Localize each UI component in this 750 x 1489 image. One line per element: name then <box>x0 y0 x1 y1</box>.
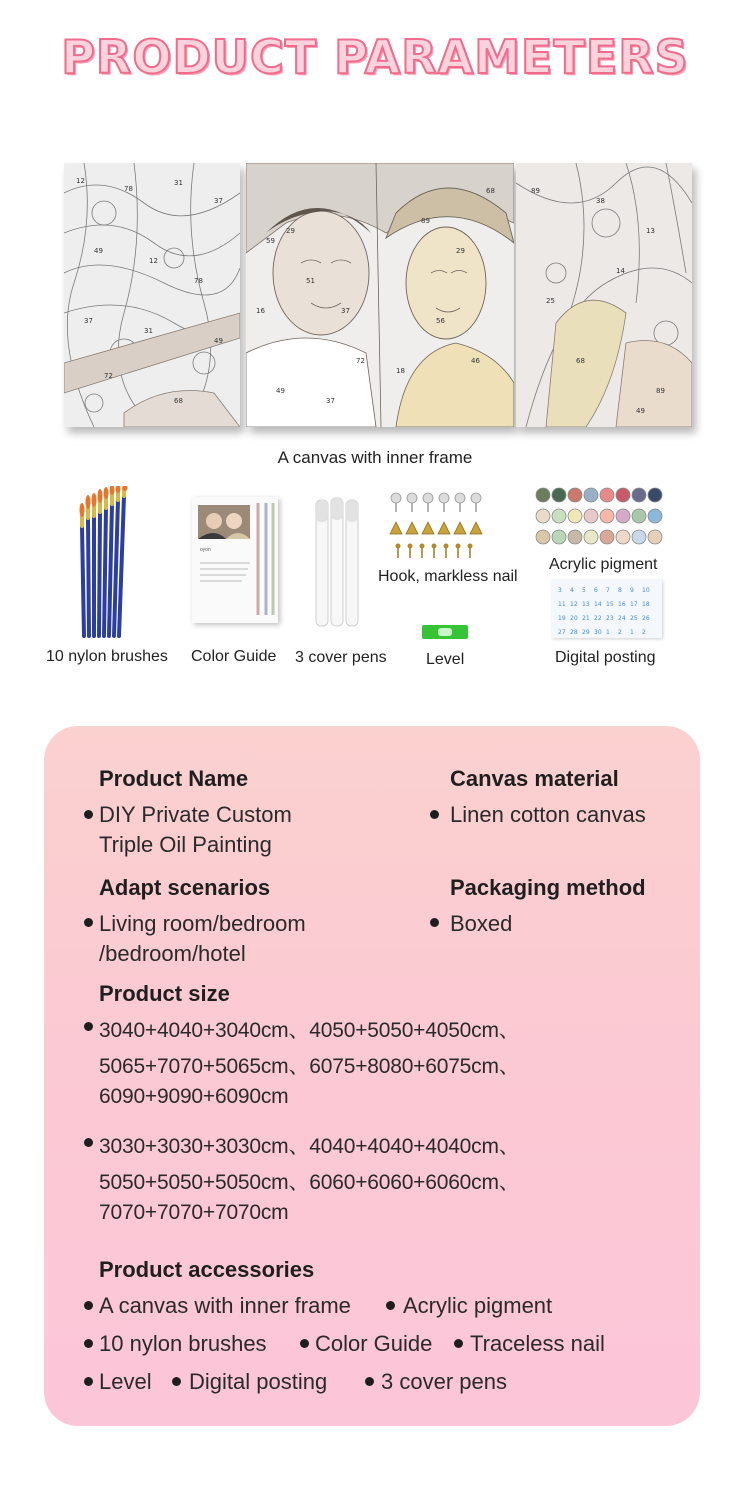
accessory-item: Level <box>99 1369 152 1394</box>
accessory-item: 3 cover pens <box>381 1369 507 1394</box>
svg-text:12: 12 <box>570 601 578 608</box>
product-name-line-2: Triple Oil Painting <box>99 832 272 857</box>
svg-text:2: 2 <box>642 629 646 636</box>
adapt-scenarios-line-1: Living room/bedroom <box>99 911 306 936</box>
svg-text:1: 1 <box>630 629 634 636</box>
bullet-dot <box>430 918 439 927</box>
svg-text:26: 26 <box>642 615 650 622</box>
svg-text:15: 15 <box>606 601 614 608</box>
svg-text:8: 8 <box>618 587 622 594</box>
svg-text:24: 24 <box>618 615 626 622</box>
svg-text:6: 6 <box>594 587 598 594</box>
size-group2-line-2: 5050+5050+5050cm、6060+6060+6060cm、 <box>99 1171 520 1194</box>
svg-text:14: 14 <box>594 601 602 608</box>
svg-text:68: 68 <box>174 397 183 405</box>
level-label: Level <box>426 651 465 668</box>
cover-pens-image <box>313 496 361 632</box>
bullet-dot <box>365 1377 374 1386</box>
level-bubble <box>438 628 452 636</box>
svg-text:oyon: oyon <box>200 547 211 553</box>
size-group1-line-1: 3040+4040+3040cm、4050+5050+4050cm、 <box>99 1019 520 1042</box>
svg-text:72: 72 <box>356 357 365 365</box>
paint-by-number-pattern-right <box>516 163 692 427</box>
hook-nail-label: Hook, markless nail <box>378 568 518 585</box>
svg-text:37: 37 <box>326 397 335 405</box>
bullet-dot <box>386 1301 395 1310</box>
bullet-dot <box>172 1377 181 1386</box>
brushes-label: 10 nylon brushes <box>46 648 168 665</box>
svg-text:16: 16 <box>618 601 626 608</box>
canvas-material-line: Linen cotton canvas <box>450 802 646 827</box>
accessory-item: 10 nylon brushes <box>99 1331 267 1356</box>
svg-text:14: 14 <box>616 267 625 275</box>
svg-text:25: 25 <box>546 297 555 305</box>
digital-posting-label: Digital posting <box>555 649 656 666</box>
bullet-dot <box>84 1138 93 1147</box>
svg-text:22: 22 <box>594 615 602 622</box>
level-image <box>422 625 468 639</box>
canvas-material-heading: Canvas material <box>450 766 619 791</box>
size-group1-line-2: 5065+7070+5065cm、6075+8080+6075cm、 <box>99 1055 520 1078</box>
bullet-dot <box>430 810 439 819</box>
paint-by-number-portrait <box>246 163 514 427</box>
svg-text:25: 25 <box>630 615 638 622</box>
svg-text:12: 12 <box>149 257 158 265</box>
svg-text:7: 7 <box>606 587 610 594</box>
product-name-line-1: DIY Private Custom <box>99 802 292 827</box>
svg-text:89: 89 <box>421 217 430 225</box>
acrylic-pigment-image <box>534 486 670 548</box>
svg-text:29: 29 <box>582 629 590 636</box>
svg-text:2: 2 <box>618 629 622 636</box>
color-guide-label: Color Guide <box>191 648 277 665</box>
packaging-line: Boxed <box>450 911 513 936</box>
svg-text:37: 37 <box>341 307 350 315</box>
svg-text:29: 29 <box>286 227 295 235</box>
bullet-dot <box>84 1022 93 1031</box>
digital-posting-image <box>552 580 662 638</box>
bullet-dot <box>84 1301 93 1310</box>
packaging-heading: Packaging method <box>450 875 646 900</box>
adapt-scenarios-line-2: /bedroom/hotel <box>99 941 246 966</box>
color-guide-image <box>192 497 278 623</box>
svg-text:49: 49 <box>636 407 645 415</box>
accessory-item: Color Guide <box>315 1331 433 1356</box>
svg-text:37: 37 <box>84 317 93 325</box>
canvas-panel-middle <box>246 163 514 427</box>
bullet-dot <box>84 918 93 927</box>
size-group2-line-1: 3030+3030+3030cm、4040+4040+4040cm、 <box>99 1135 520 1158</box>
svg-text:9: 9 <box>630 587 634 594</box>
bullet-dot <box>84 810 93 819</box>
canvas-panel-right <box>516 163 692 427</box>
svg-text:21: 21 <box>582 615 590 622</box>
svg-text:23: 23 <box>606 615 614 622</box>
svg-text:3: 3 <box>558 587 562 594</box>
bullet-dot <box>84 1339 93 1348</box>
bullet-dot <box>84 1377 93 1386</box>
svg-text:59: 59 <box>266 237 275 245</box>
svg-text:5: 5 <box>582 587 586 594</box>
nylon-brushes-image <box>72 486 134 638</box>
svg-text:31: 31 <box>144 327 153 335</box>
svg-text:56: 56 <box>436 317 445 325</box>
svg-text:49: 49 <box>214 337 223 345</box>
svg-text:37: 37 <box>214 197 223 205</box>
svg-text:20: 20 <box>570 615 578 622</box>
svg-text:18: 18 <box>396 367 405 375</box>
page-title: PRODUCT PARAMETERS <box>61 30 689 84</box>
svg-text:89: 89 <box>531 187 540 195</box>
canvas-caption: A canvas with inner frame <box>277 448 473 467</box>
canvas-triptych <box>64 163 692 431</box>
canvas-panel-left <box>64 163 240 427</box>
svg-text:17: 17 <box>630 601 638 608</box>
svg-text:49: 49 <box>94 247 103 255</box>
svg-text:78: 78 <box>194 277 203 285</box>
accessory-item: Digital posting <box>189 1369 328 1394</box>
accessories-heading: Product accessories <box>99 1257 315 1282</box>
acrylic-pigment-label: Acrylic pigment <box>549 556 658 573</box>
bullet-dot <box>300 1339 309 1348</box>
bullet-dot <box>454 1339 463 1348</box>
accessory-item: Acrylic pigment <box>403 1293 553 1318</box>
svg-text:16: 16 <box>256 307 265 315</box>
svg-text:38: 38 <box>596 197 605 205</box>
svg-text:72: 72 <box>104 372 113 380</box>
paint-by-number-pattern-left <box>64 163 240 427</box>
svg-text:13: 13 <box>646 227 655 235</box>
svg-text:78: 78 <box>124 185 133 193</box>
svg-text:49: 49 <box>276 387 285 395</box>
adapt-scenarios-heading: Adapt scenarios <box>99 875 271 900</box>
svg-text:29: 29 <box>456 247 465 255</box>
svg-text:11: 11 <box>558 601 566 608</box>
svg-text:51: 51 <box>306 277 315 285</box>
svg-text:68: 68 <box>576 357 585 365</box>
svg-text:12: 12 <box>76 177 85 185</box>
svg-text:27: 27 <box>558 629 566 636</box>
svg-text:1: 1 <box>606 629 610 636</box>
size-group2-line-3: 7070+7070+7070cm <box>99 1201 289 1224</box>
accessory-item: Traceless nail <box>470 1331 605 1356</box>
svg-text:18: 18 <box>642 601 650 608</box>
product-name-heading: Product Name <box>99 766 249 791</box>
svg-text:19: 19 <box>558 615 566 622</box>
svg-text:31: 31 <box>174 179 183 187</box>
svg-text:68: 68 <box>486 187 495 195</box>
svg-text:4: 4 <box>570 587 574 594</box>
svg-text:28: 28 <box>570 629 578 636</box>
cover-pens-label: 3 cover pens <box>295 649 387 666</box>
svg-text:10: 10 <box>642 587 650 594</box>
hooks-nails-image <box>386 490 492 560</box>
size-group1-line-3: 6090+9090+6090cm <box>99 1085 289 1108</box>
svg-text:13: 13 <box>582 601 590 608</box>
svg-text:89: 89 <box>656 387 665 395</box>
svg-text:46: 46 <box>471 357 480 365</box>
product-size-heading: Product size <box>99 981 230 1006</box>
svg-text:30: 30 <box>594 629 602 636</box>
accessory-item: A canvas with inner frame <box>99 1293 351 1318</box>
